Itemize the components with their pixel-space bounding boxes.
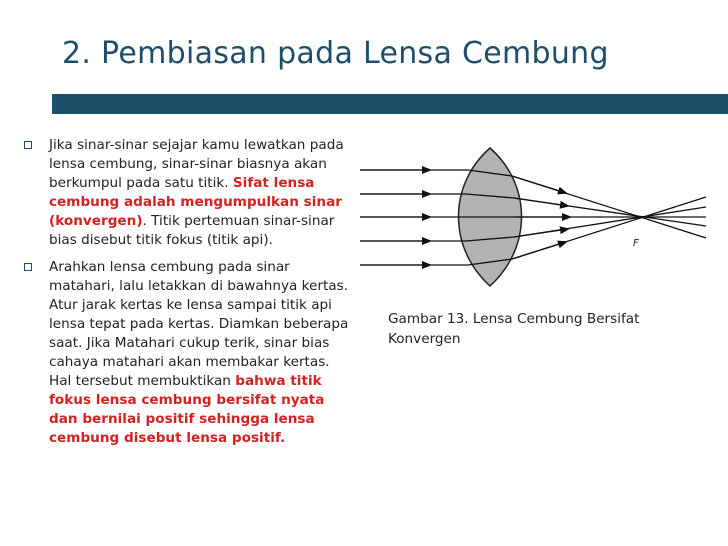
bullet-2-highlight: bahwa titik fokus lensa cembung bersifat nyata dan bernilai positif sehingga lensa cembung disebut lensa positif. [49,373,325,446]
diagram-caption: Gambar 13. Lensa Cembung Bersifat Konvergen [388,311,640,347]
bullet-1-outro: . Titik pertemuan sinar-sinar bias disebut titik fokus (titik api). [49,213,335,248]
bullet-1-highlight: Sifat lensa cembung adalah mengumpulkan sinar (konvergen) [49,175,342,229]
refracted-ray-1-arrow [512,176,566,193]
bullet-1-intro: Jika sinar-sinar sejajar kamu lewatkan pada lensa cembung, sinar-sinar biasnya akan berkumpul pada satu titik. [49,137,344,191]
bullet-list [24,136,354,456]
bullet-square-icon [24,263,32,271]
title-divider-accent [0,94,44,114]
refracted-ray-4-arrow [514,229,568,237]
title-divider [0,94,728,114]
bullet-2-intro: Arahkan lensa cembung pada sinar matahari, lalu letakkan di bawahnya kertas. Atur jarak kertas ke lensa sampai titik api lensa tepat pada kertas. Diamkan beberapa saat. Jika Matahari cukup terik, sinar bias cahaya matahari akan membakar kertas. Hal tersebut membuktikan [49,259,349,389]
convex-lens-diagram [350,140,710,290]
title-divider-bar [52,94,728,114]
bullet-item-1 [24,136,354,250]
page-title: 2. Pembiasan pada Lensa Cembung [62,36,609,71]
bullet-item-2 [24,258,354,448]
refracted-ray-5-arrow [512,242,566,259]
bullet-square-icon [24,141,32,149]
refracted-ray-2-arrow [514,198,568,206]
focus-label: F [633,238,639,249]
